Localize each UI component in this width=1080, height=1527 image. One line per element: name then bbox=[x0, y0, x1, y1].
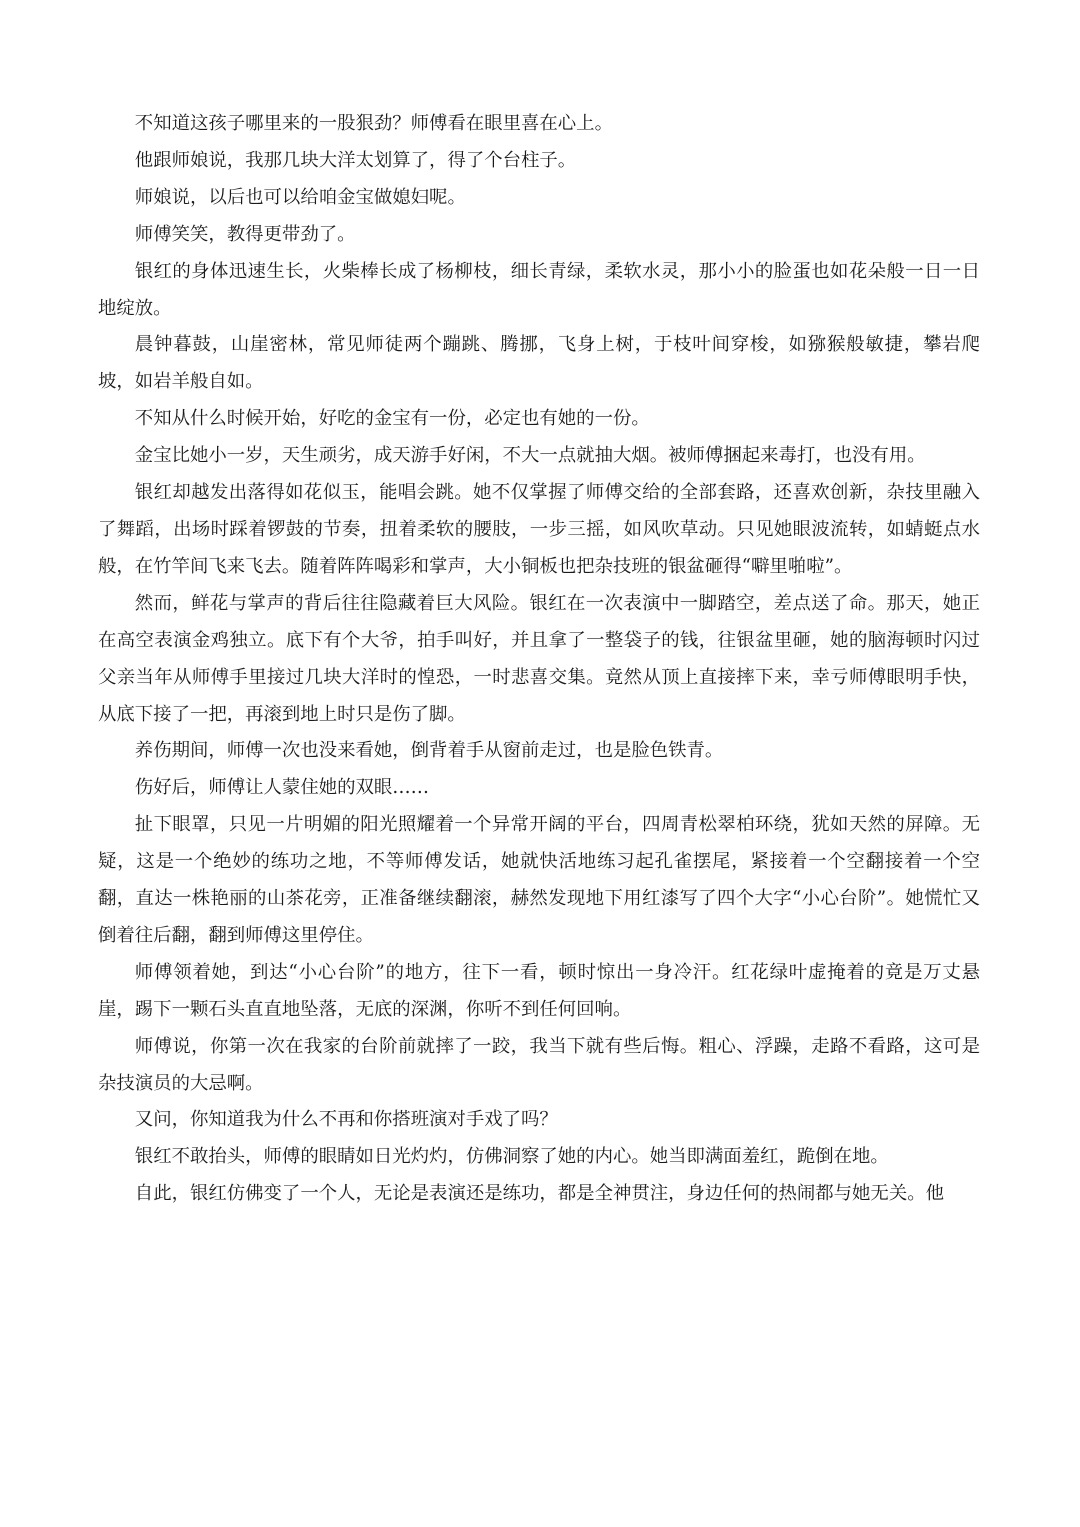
paragraph: 自此，银红仿佛变了一个人，无论是表演还是练功，都是全神贯注，身边任何的热闹都与她无关。他 bbox=[134, 1183, 944, 1205]
paragraph: 银红却越发出落得如花似玉，能唱会跳。她不仅掌握了师傅交给的全部套路，还喜欢创新，杂技里融入了舞蹈，出场时踩着锣鼓的节奏，扭着柔软的腰肢，一步三摇，如风吹草动。只见她眼波流转，如蜻蜓点水般，在竹竿间飞来飞去。随着阵阵喝彩和掌声，大小铜板也把杂技班的银盆砸得“噼里啪啦”。 bbox=[98, 482, 980, 577]
story-body bbox=[98, 106, 980, 1213]
paragraph: 然而，鲜花与掌声的背后往往隐藏着巨大风险。银红在一次表演中一脚踏空，差点送了命。那天，她正在高空表演金鸡独立。底下有个大爷，拍手叫好，并且拿了一整袋子的钱，往银盆里砸，她的脑海顿时闪过父亲当年从师傅手里接过几块大洋时的惶恐，一时悲喜交集。竟然从顶上直接摔下来，幸亏师傅眼明手快，从底下接了一把，再滚到地上时只是伤了脚。 bbox=[98, 592, 980, 725]
paragraph: 他跟师娘说，我那几块大洋太划算了，得了个台柱子。 bbox=[134, 149, 577, 171]
paragraph: 养伤期间，师傅一次也没来看她，倒背着手从窗前走过，也是脸色铁青。 bbox=[134, 740, 724, 762]
paragraph: 不知从什么时候开始，好吃的金宝有一份，必定也有她的一份。 bbox=[134, 408, 650, 430]
paragraph: 师傅笑笑，教得更带劲了。 bbox=[134, 223, 356, 245]
paragraph: 又问，你知道我为什么不再和你搭班演对手戏了吗？ bbox=[134, 1109, 558, 1131]
paragraph: 伤好后，师傅让人蒙住她的双眼…… bbox=[134, 777, 430, 799]
paragraph: 不知道这孩子哪里来的一股狠劲？师傅看在眼里喜在心上。 bbox=[134, 113, 613, 134]
paragraph: 金宝比她小一岁，天生顽劣，成天游手好闲，不大一点就抽大烟。被师傅捆起来毒打，也没有用。 bbox=[134, 445, 926, 467]
paragraph: 晨钟暮鼓，山崖密林，常见师徒两个蹦跳、腾挪，飞身上树，于枝叶间穿梭，如猕猴般敏捷，攀岩爬坡，如岩羊般自如。 bbox=[98, 334, 980, 393]
paragraph: 师傅说，你第一次在我家的台阶前就摔了一跤，我当下就有些后悔。粗心、浮躁，走路不看路，这可是杂技演员的大忌啊。 bbox=[98, 1035, 980, 1094]
paragraph: 扯下眼罩，只见一片明媚的阳光照耀着一个异常开阔的平台，四周青松翠柏环绕，犹如天然的屏障。无疑，这是一个绝妙的练功之地，不等师傅发话，她就快活地练习起孔雀摆尾，紧接着一个空翻接着一个空翻，直达一株艳丽的山茶花旁，正准备继续翻滚，赫然发现地下用红漆写了四个大字“小心台阶”。她慌忙又倒着往后翻，翻到师傅这里停住。 bbox=[98, 814, 980, 946]
paragraph: 银红的身体迅速生长，火柴棒长成了杨柳枝，细长青绿，柔软水灵，那小小的脸蛋也如花朵般一日一日地绽放。 bbox=[98, 260, 980, 319]
paragraph: 银红不敢抬头，师傅的眼睛如日光灼灼，仿佛洞察了她的内心。她当即满面羞红，跪倒在地。 bbox=[134, 1146, 889, 1168]
paragraph: 师傅领着她，到达“小心台阶”的地方，往下一看，顿时惊出一身冷汗。红花绿叶虚掩着的竟是万丈悬崖，踢下一颗石头直直地坠落，无底的深渊，你听不到任何回响。 bbox=[98, 961, 980, 1020]
paragraph: 师娘说，以后也可以给咱金宝做媳妇呢。 bbox=[134, 186, 466, 208]
